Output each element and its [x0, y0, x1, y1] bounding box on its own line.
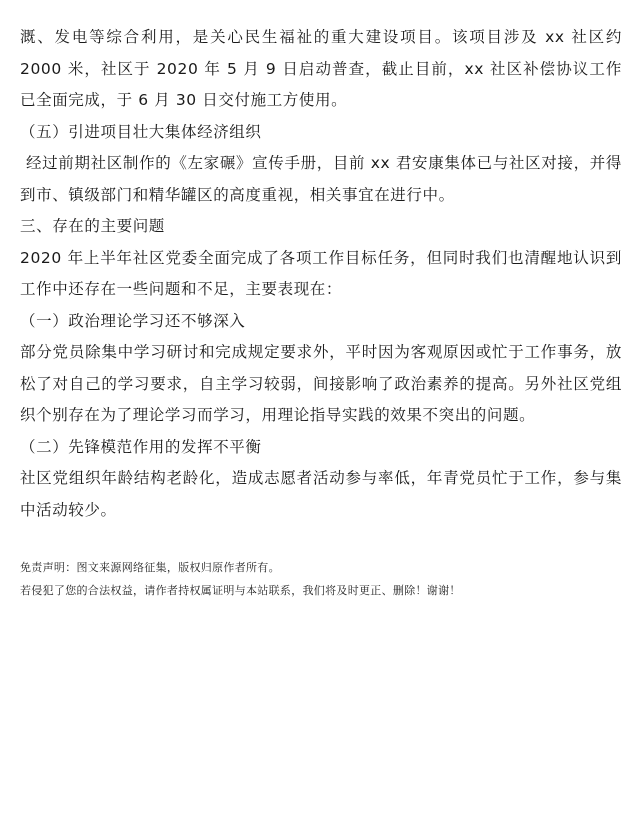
paragraph-promotion-booklet: 经过前期社区制作的《左家碾》宣传手册，目前 xx 君安康集体已与社区对接，并得到市、镇级部门和精华罐区的高度重视，相关事宜在进行中。 — [20, 154, 622, 204]
heading-introduce-projects: （五）引进项目壮大集体经济组织 — [20, 122, 262, 141]
disclaimer-infringement: 若侵犯了您的合法权益，请作者持权属证明与本站联系，我们将及时更正、删除！谢谢！ — [20, 584, 461, 597]
paragraph-study-issues: 部分党员除集中学习研讨和完成规定要求外，平时因为客观原因或忙于工作事务，放松了对自己的学习要求，自主学习较弱，间接影响了政治素养的提高。另外社区党组织个别存在为了理论学习而学习，用理论指导实践的效果不突出的问题。 — [20, 343, 622, 424]
heading-main-problems: 三、存在的主要问题 — [20, 217, 165, 235]
paragraph-aging-structure: 社区党组织年龄结构老龄化，造成志愿者活动参与率低，年青党员忙于工作，参与集中活动较少。 — [20, 469, 622, 519]
heading-political-theory: （一）政治理论学习还不够深入 — [20, 311, 246, 330]
paragraph-problems-intro: 2020 年上半年社区党委全面完成了各项工作目标任务，但同时我们也清醒地认识到工作中还存在一些问题和不足，主要表现在： — [20, 248, 622, 298]
heading-exemplary-role: （二）先锋模范作用的发挥不平衡 — [20, 437, 262, 456]
paragraph-irrigation-project: 溉、发电等综合利用，是关心民生福祉的重大建设项目。该项目涉及 xx 社区约 2000 米，社区于 2020 年 5 月 9 日启动普查，截止目前，xx 社区补偿协议工作已全面完成，于 6 月 30 日交付施工方使用。 — [20, 28, 622, 109]
disclaimer-copyright: 免责声明：图文来源网络征集，版权归原作者所有。 — [20, 561, 280, 574]
